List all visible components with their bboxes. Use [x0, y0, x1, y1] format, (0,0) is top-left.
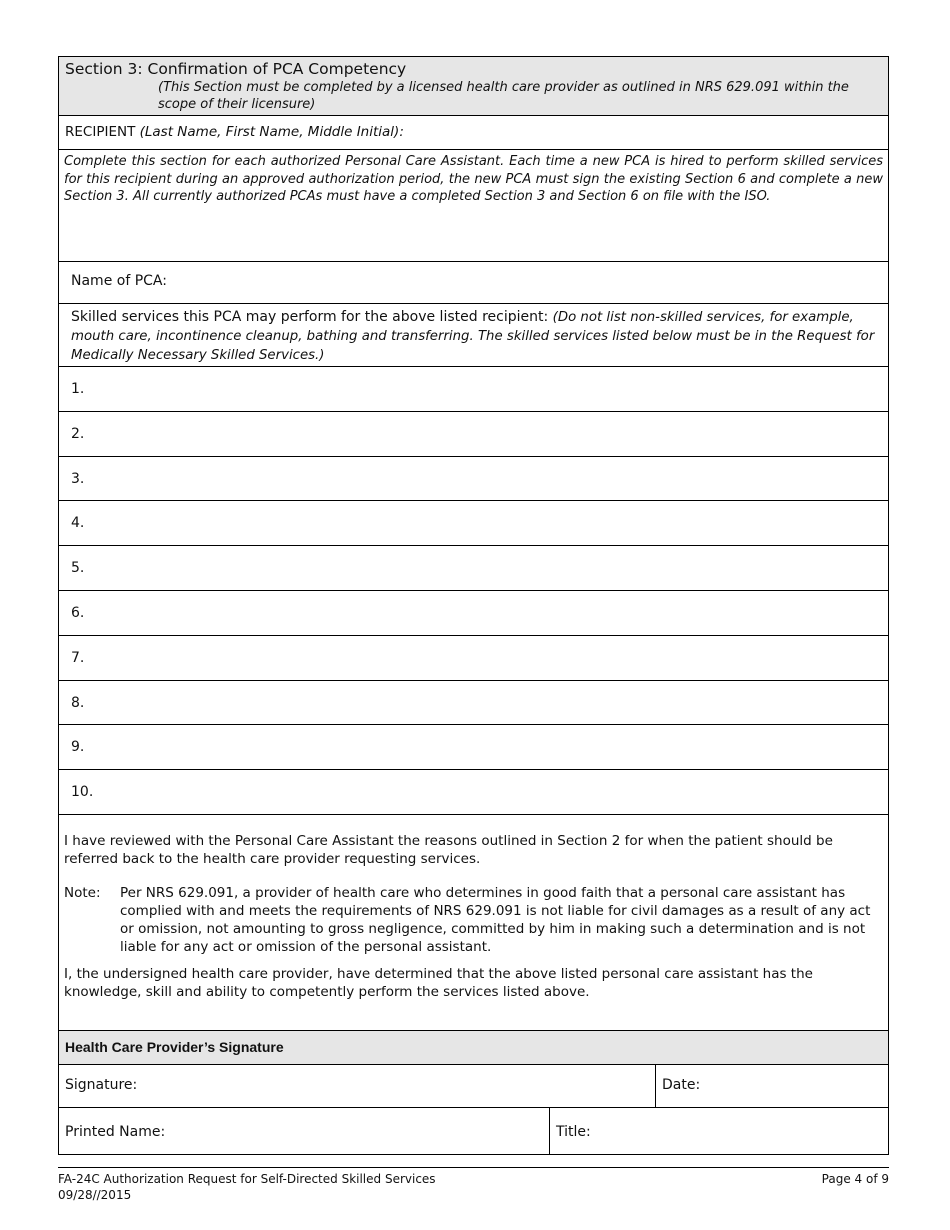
- pca-competency-form: [58, 56, 889, 1155]
- printed-name-row: [59, 1107, 888, 1154]
- printed-name-label: Printed Name:: [65, 1123, 166, 1140]
- service-line-number: 7.: [71, 649, 85, 666]
- service-line-number: 4.: [71, 515, 85, 532]
- service-line-number: 8.: [71, 694, 85, 711]
- footer-left: [58, 1171, 436, 1203]
- skilled-services-hint: (Do not list non-skilled services, for example, mouth care, incontinence cleanup, bathing and transferring. The skilled services listed below must be in the Request for Medically Necessary Skilled Services.): [71, 310, 875, 363]
- service-line-field[interactable]: [59, 590, 888, 635]
- service-line-number: 10.: [71, 784, 94, 801]
- service-line-number: 3.: [71, 470, 85, 487]
- service-line-number: 5.: [71, 560, 85, 577]
- recipient-label: RECIPIENT: [65, 124, 136, 140]
- section-subtitle: (This Section must be completed by a licensed health care provider as outlined in NRS 629.091 within the scope of their licensure): [158, 80, 849, 112]
- service-line-field[interactable]: [59, 411, 888, 456]
- section-header: [59, 57, 888, 115]
- service-line-number: 6.: [71, 604, 85, 621]
- signature-label: Signature:: [65, 1076, 138, 1093]
- service-line-number: 1.: [71, 381, 85, 397]
- service-line-field[interactable]: [59, 500, 888, 545]
- page-footer: [58, 1167, 889, 1202]
- pca-name-label: Name of PCA:: [71, 273, 167, 289]
- recipient-field[interactable]: [59, 115, 888, 149]
- section-title: Section 3: Confirmation of PCA Competency: [65, 60, 407, 78]
- service-line-number: 2.: [71, 425, 85, 442]
- service-line-field[interactable]: [59, 769, 888, 814]
- recipient-hint: (Last Name, First Name, Middle Initial):: [139, 124, 404, 140]
- signature-section-heading: Health Care Provider’s Signature: [59, 1030, 888, 1064]
- skilled-services-label: Skilled services this PCA may perform for the above listed recipient:: [71, 309, 549, 325]
- determination-statement: I, the undersigned health care provider, have determined that the above listed personal care assistant has the knowledge, skill and ability to competently perform the services listed above.: [64, 965, 813, 1000]
- printed-name-field[interactable]: [59, 1108, 549, 1154]
- footer-form-name: FA-24C Authorization Request for Self-Directed Skilled Services: [58, 1172, 436, 1186]
- footer-date: 09/28//2015: [58, 1188, 132, 1202]
- pca-name-field[interactable]: [59, 261, 888, 303]
- footer-page-number: Page 4 of 9: [821, 1172, 889, 1186]
- signature-row: [59, 1064, 888, 1107]
- date-label: Date:: [662, 1076, 701, 1093]
- reviewed-statement: I have reviewed with the Personal Care Assistant the reasons outlined in Section 2 for when the patient should be referred back to the health care provider requesting services.: [64, 832, 833, 867]
- note-label: Note:: [64, 884, 101, 901]
- signature-field[interactable]: [59, 1065, 655, 1107]
- instructions-text: Complete this section for each authorized Personal Care Assistant. Each time a new PCA is hired to perform skilled services for this recipient during an approved authorization period, the new PCA must sign the existing Section 6 and complete a new Section 3. All currently authorized PCAs must have a completed Section 3 and Section 6 on file with the ISO.: [59, 149, 888, 261]
- date-field[interactable]: [655, 1065, 888, 1107]
- service-line-field[interactable]: [59, 724, 888, 769]
- note-block: [64, 884, 883, 956]
- title-label: Title:: [556, 1123, 591, 1140]
- service-line-number: 9.: [71, 739, 85, 756]
- provider-statement: [59, 814, 888, 1030]
- skilled-services-header: [59, 303, 888, 366]
- service-line-field[interactable]: [59, 456, 888, 501]
- service-line-field[interactable]: [59, 366, 888, 411]
- service-line-field[interactable]: [59, 635, 888, 680]
- note-text: Per NRS 629.091, a provider of health care who determines in good faith that a personal care assistant has complied with and meets the requirements of NRS 629.091 is not liable for civil damages as a result of any act or omission, not amounting to gross negligence, committed by him in making such a determination and is not liable for any act or omission of the personal assistant.: [120, 884, 871, 955]
- service-line-field[interactable]: [59, 680, 888, 725]
- service-line-field[interactable]: [59, 545, 888, 590]
- title-field[interactable]: [549, 1108, 888, 1154]
